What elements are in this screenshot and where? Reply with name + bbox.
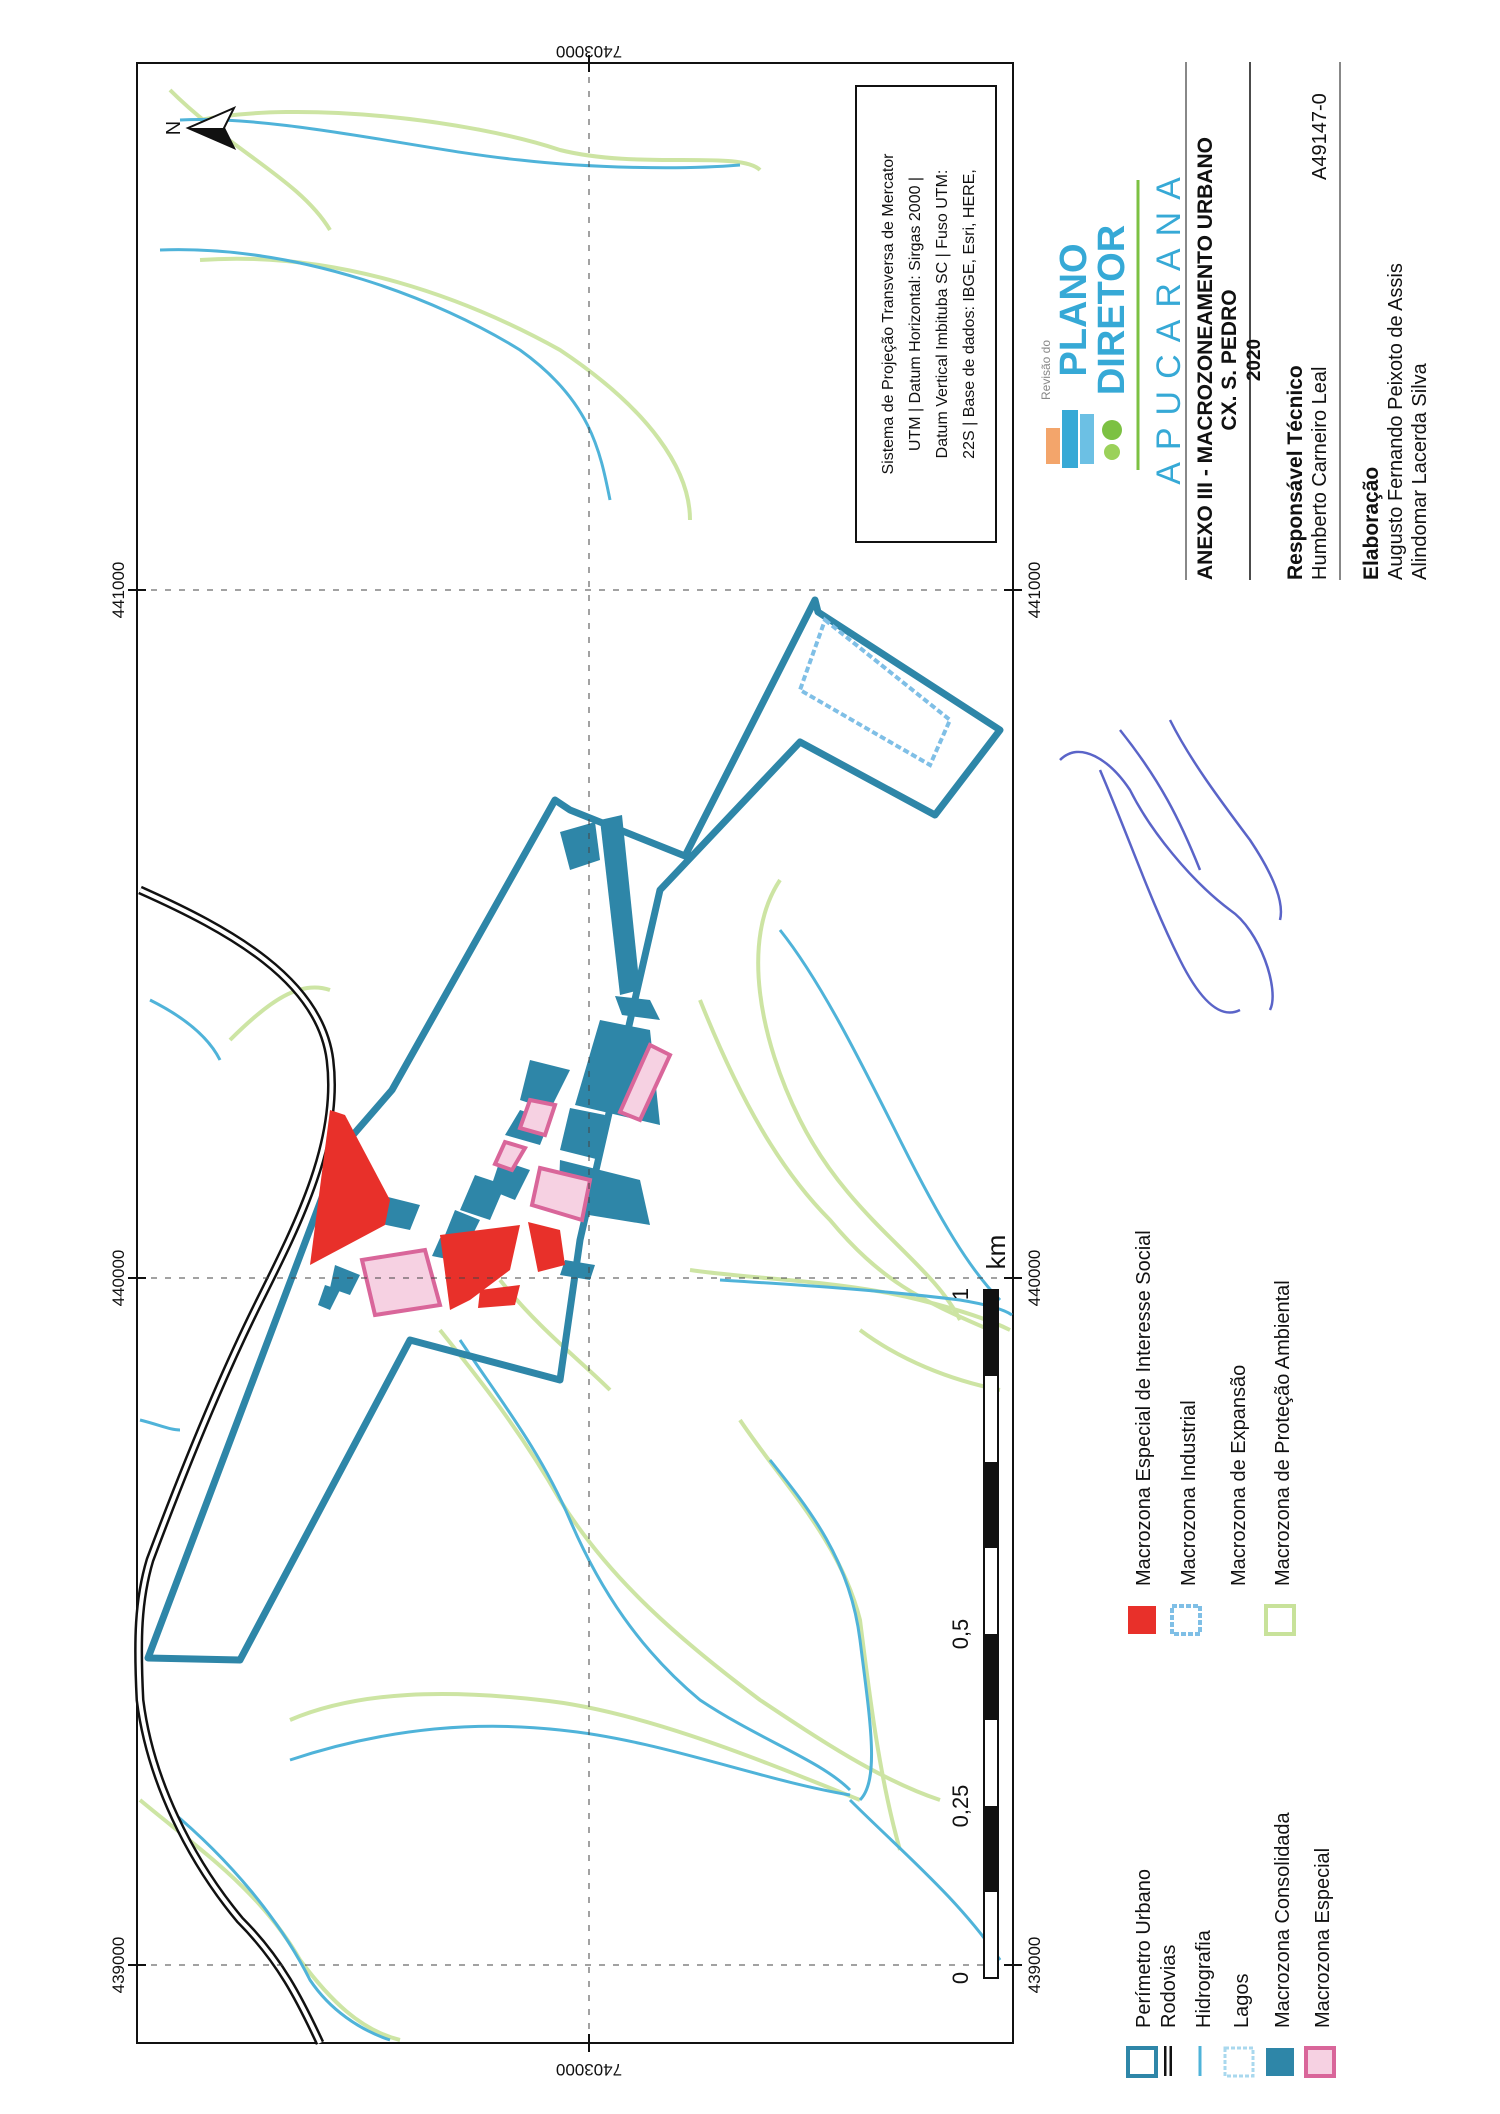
coord-bottom-easting-441000: 441000: [1025, 561, 1044, 619]
legend-swatch-especial: [1306, 2048, 1334, 2076]
elaboracao-title: Elaboração: [1360, 466, 1383, 580]
legend-item-interesse-social: [1128, 1230, 1156, 1634]
legend-item-perimetro-urbano: [1128, 1869, 1156, 2076]
logo-plano: PLANO: [1053, 243, 1095, 377]
scale-bar-seg: [984, 1806, 998, 1892]
logo-diretor: DIRETOR: [1091, 224, 1133, 396]
scale-label-025: 0,25: [948, 1784, 973, 1828]
legend-item-rodovias: [1158, 1945, 1180, 2076]
annex-title: ANEXO III - MACROZONEAMENTO URBANO: [1194, 137, 1217, 580]
coord-bottom-easting-439000: 439000: [1025, 1936, 1044, 1994]
coord-top-easting-440000: 440000: [109, 1249, 128, 1307]
legend-item-consolidada: [1266, 1811, 1294, 2076]
title-block: [1186, 62, 1431, 580]
logo-city: APUCARANA: [1150, 165, 1188, 485]
legend-label: Lagos: [1231, 1973, 1253, 2028]
legend-swatch-protecao: [1266, 1606, 1294, 1634]
legend-swatch-perimeter: [1128, 2048, 1156, 2076]
scale-label-05: 0,5: [948, 1618, 973, 1650]
coord-northing-top: 7403000: [555, 42, 623, 61]
legend-item-especial: [1306, 1848, 1334, 2076]
north-label: N: [163, 120, 185, 136]
legend-item-hidrografia: [1193, 1929, 1215, 2076]
legend-label: Macrozona Industrial: [1178, 1400, 1200, 1586]
building-icon-shape: [1080, 414, 1094, 464]
tree-icon: [1102, 420, 1122, 440]
legend-label: Rodovias: [1158, 1944, 1180, 2028]
year-label: 2020: [1244, 338, 1265, 382]
coord-top-easting-439000: 439000: [109, 1936, 128, 1994]
elaboracao-name-1: Augusto Fernando Peixoto de Assis: [1385, 263, 1407, 580]
legend-label: Perímetro Urbano: [1133, 1869, 1155, 2028]
legend-item-industrial: [1172, 1400, 1200, 1634]
scale-bar-seg: [984, 1462, 998, 1548]
scale-label-1: 1: [948, 1287, 973, 1301]
projection-line-3: Datum Vertical Imbituba SC | Fuso UTM:: [934, 169, 951, 459]
logo-small-text: Revisão do: [1039, 339, 1053, 400]
scale-bar-seg: [984, 1634, 998, 1720]
legend-item-expansao: [1228, 1365, 1250, 1586]
legend-swatch-social: [1128, 1606, 1156, 1634]
legend-label: Macrozona Especial: [1312, 1847, 1334, 2028]
building-icon-shape: [1046, 428, 1060, 464]
projection-line-1: Sistema de Projeção Transversa de Mercator: [880, 153, 897, 475]
legend-item-lagos: [1225, 1974, 1253, 2077]
legend-swatch-consolidada: [1266, 2048, 1294, 2076]
elaboracao-name-2: Alindomar Lacerda Silva: [1409, 363, 1431, 580]
plano-diretor-logo: [1039, 165, 1188, 485]
place-title: CX. S. PEDRO: [1218, 289, 1241, 431]
projection-line-2: UTM | Datum Horizontal: Sirgas 2000 |: [907, 176, 924, 452]
legend-label: Macrozona de Expansão: [1228, 1364, 1250, 1586]
legend-label: Macrozona Consolidada: [1272, 1812, 1294, 2028]
tree-icon: [1104, 444, 1120, 460]
responsavel-code: A49147-0: [1309, 93, 1331, 180]
scale-bar-seg: [984, 1290, 998, 1376]
signature-stroke: [1060, 752, 1273, 1010]
scale-unit: km: [981, 1234, 1011, 1270]
responsavel-title: Responsável Técnico: [1284, 365, 1307, 580]
scale-label-0: 0: [948, 1971, 973, 1985]
coord-bottom-easting-440000: 440000: [1025, 1249, 1044, 1307]
coord-northing-bottom: 7403000: [555, 2060, 623, 2079]
building-icon: [1046, 410, 1122, 468]
legend-swatch-lake: [1225, 2048, 1253, 2076]
coord-top-easting-441000: 441000: [109, 561, 128, 619]
legend-label: Macrozona Especial de Interesse Social: [1133, 1230, 1155, 1586]
legend-label: Hidrografia: [1193, 1930, 1215, 2028]
legend-swatch-industrial: [1172, 1606, 1200, 1634]
signature-stroke: [1170, 720, 1281, 920]
building-icon-shape: [1062, 410, 1078, 468]
projection-line-4: 22S | Base de dados: IBGE, Esri, HERE,: [961, 169, 978, 459]
especial-zone: [362, 1250, 440, 1315]
legend-item-protecao: [1266, 1280, 1294, 1634]
signature: [1060, 720, 1281, 1013]
legend-label: Macrozona de Proteção Ambiental: [1272, 1280, 1294, 1586]
responsavel-name: Humberto Carneiro Leal: [1309, 366, 1331, 580]
legend: [1128, 1230, 1334, 2076]
